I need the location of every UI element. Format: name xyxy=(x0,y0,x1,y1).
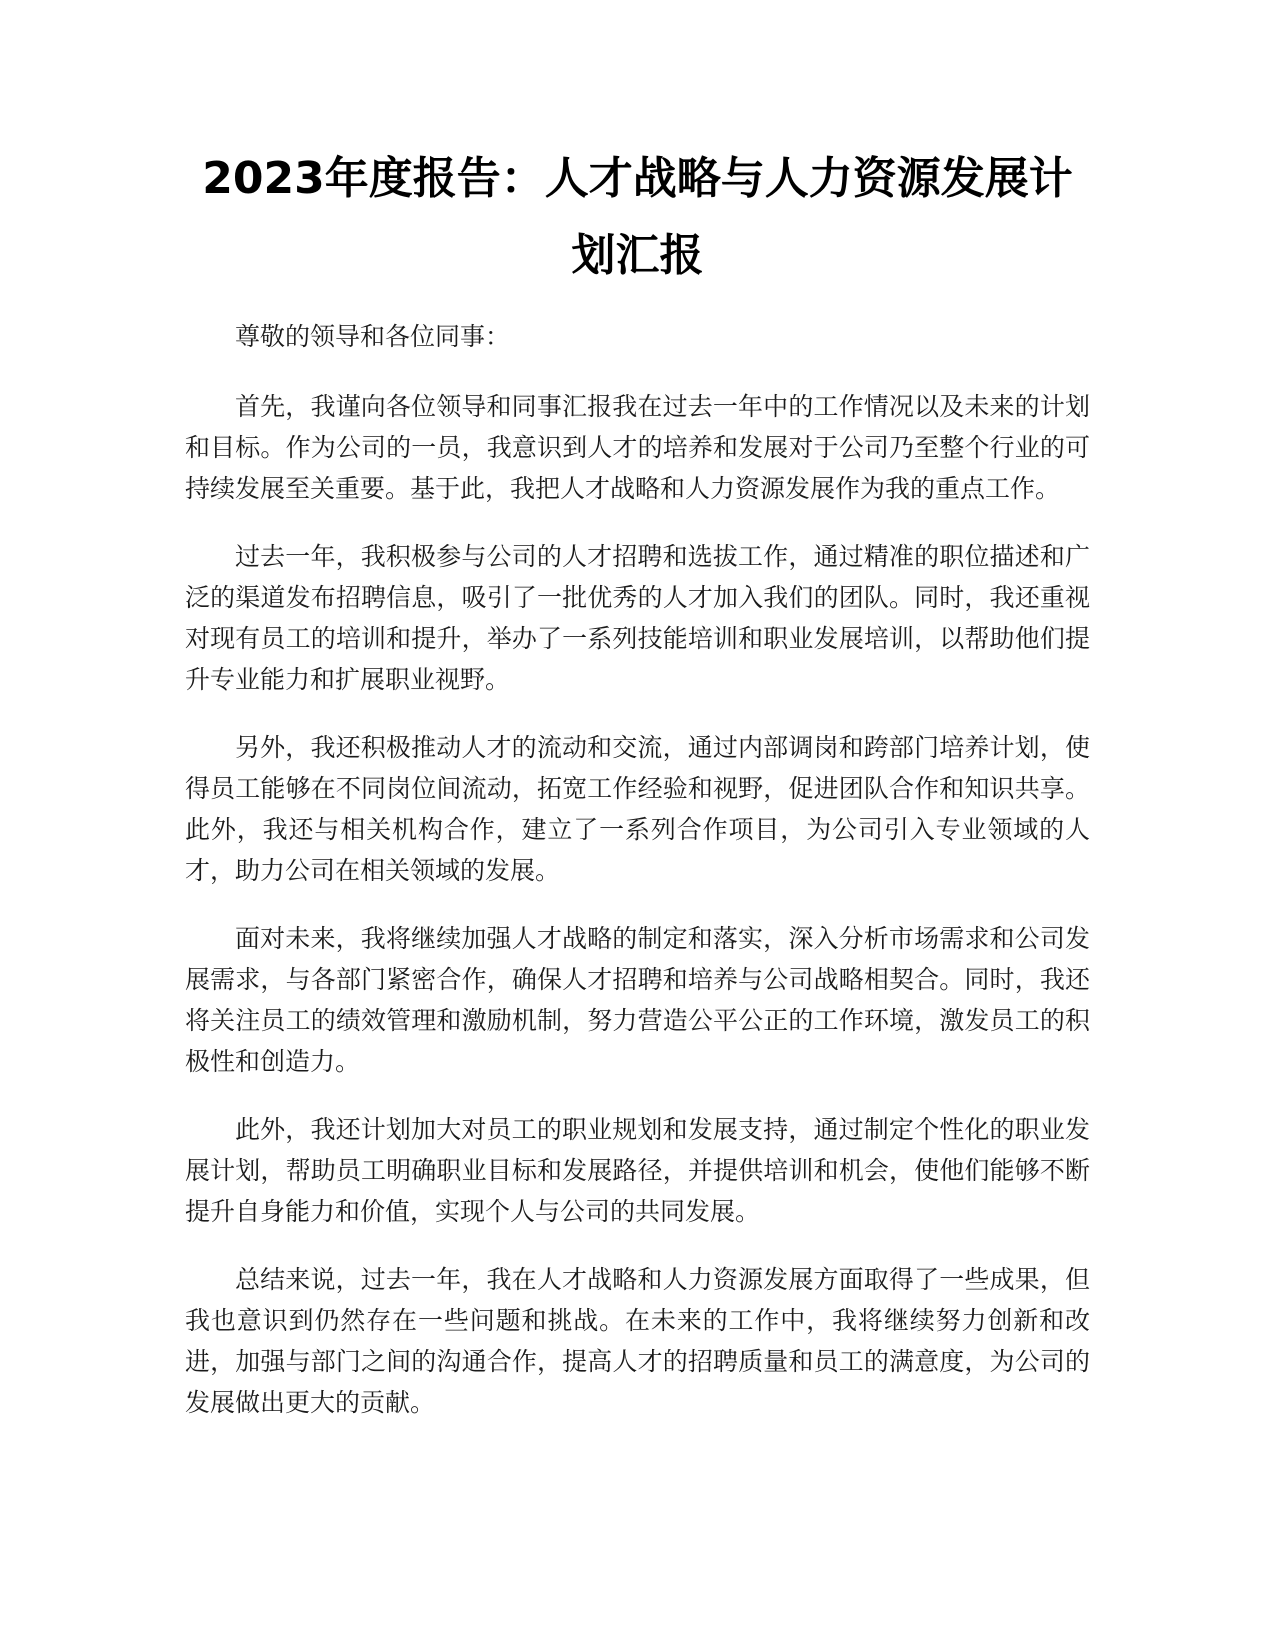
paragraph-1: 首先，我谨向各位领导和同事汇报我在过去一年中的工作情况以及未来的计划和目标。作为公司的一员，我意识到人才的培养和发展对于公司乃至整个行业的可持续发展至关重要。基于此，我把人才战略和人力资源发展作为我的重点工作。 xyxy=(185,392,1090,503)
document-title: 2023年度报告：人才战略与人力资源发展计划汇报 xyxy=(202,153,1073,281)
paragraph-2: 过去一年，我积极参与公司的人才招聘和选拔工作，通过精准的职位描述和广泛的渠道发布招聘信息，吸引了一批优秀的人才加入我们的团队。同时，我还重视对现有员工的培训和提升，举办了一系列技能培训和职业发展培训，以帮助他们提升专业能力和扩展职业视野。 xyxy=(185,542,1090,694)
paragraph-3: 另外，我还积极推动人才的流动和交流，通过内部调岗和跨部门培养计划，使得员工能够在不同岗位间流动，拓宽工作经验和视野，促进团队合作和知识共享。此外，我还与相关机构合作，建立了一系列合作项目，为公司引入专业领域的人才，助力公司在相关领域的发展。 xyxy=(185,733,1090,885)
document-body xyxy=(185,316,1090,1450)
salutation: 尊敬的领导和各位同事： xyxy=(235,322,511,351)
paragraph-4: 面对未来，我将继续加强人才战略的制定和落实，深入分析市场需求和公司发展需求，与各部门紧密合作，确保人才招聘和培养与公司战略相契合。同时，我还将关注员工的绩效管理和激励机制，努力营造公平公正的工作环境，激发员工的积极性和创造力。 xyxy=(185,924,1090,1076)
paragraph-5: 此外，我还计划加大对员工的职业规划和发展支持，通过制定个性化的职业发展计划，帮助员工明确职业目标和发展路径，并提供培训和机会，使他们能够不断提升自身能力和价值，实现个人与公司的共同发展。 xyxy=(185,1115,1090,1226)
paragraph-6: 总结来说，过去一年，我在人才战略和人力资源发展方面取得了一些成果，但我也意识到仍然存在一些问题和挑战。在未来的工作中，我将继续努力创新和改进，加强与部门之间的沟通合作，提高人才的招聘质量和员工的满意度，为公司的发展做出更大的贡献。 xyxy=(185,1265,1090,1417)
